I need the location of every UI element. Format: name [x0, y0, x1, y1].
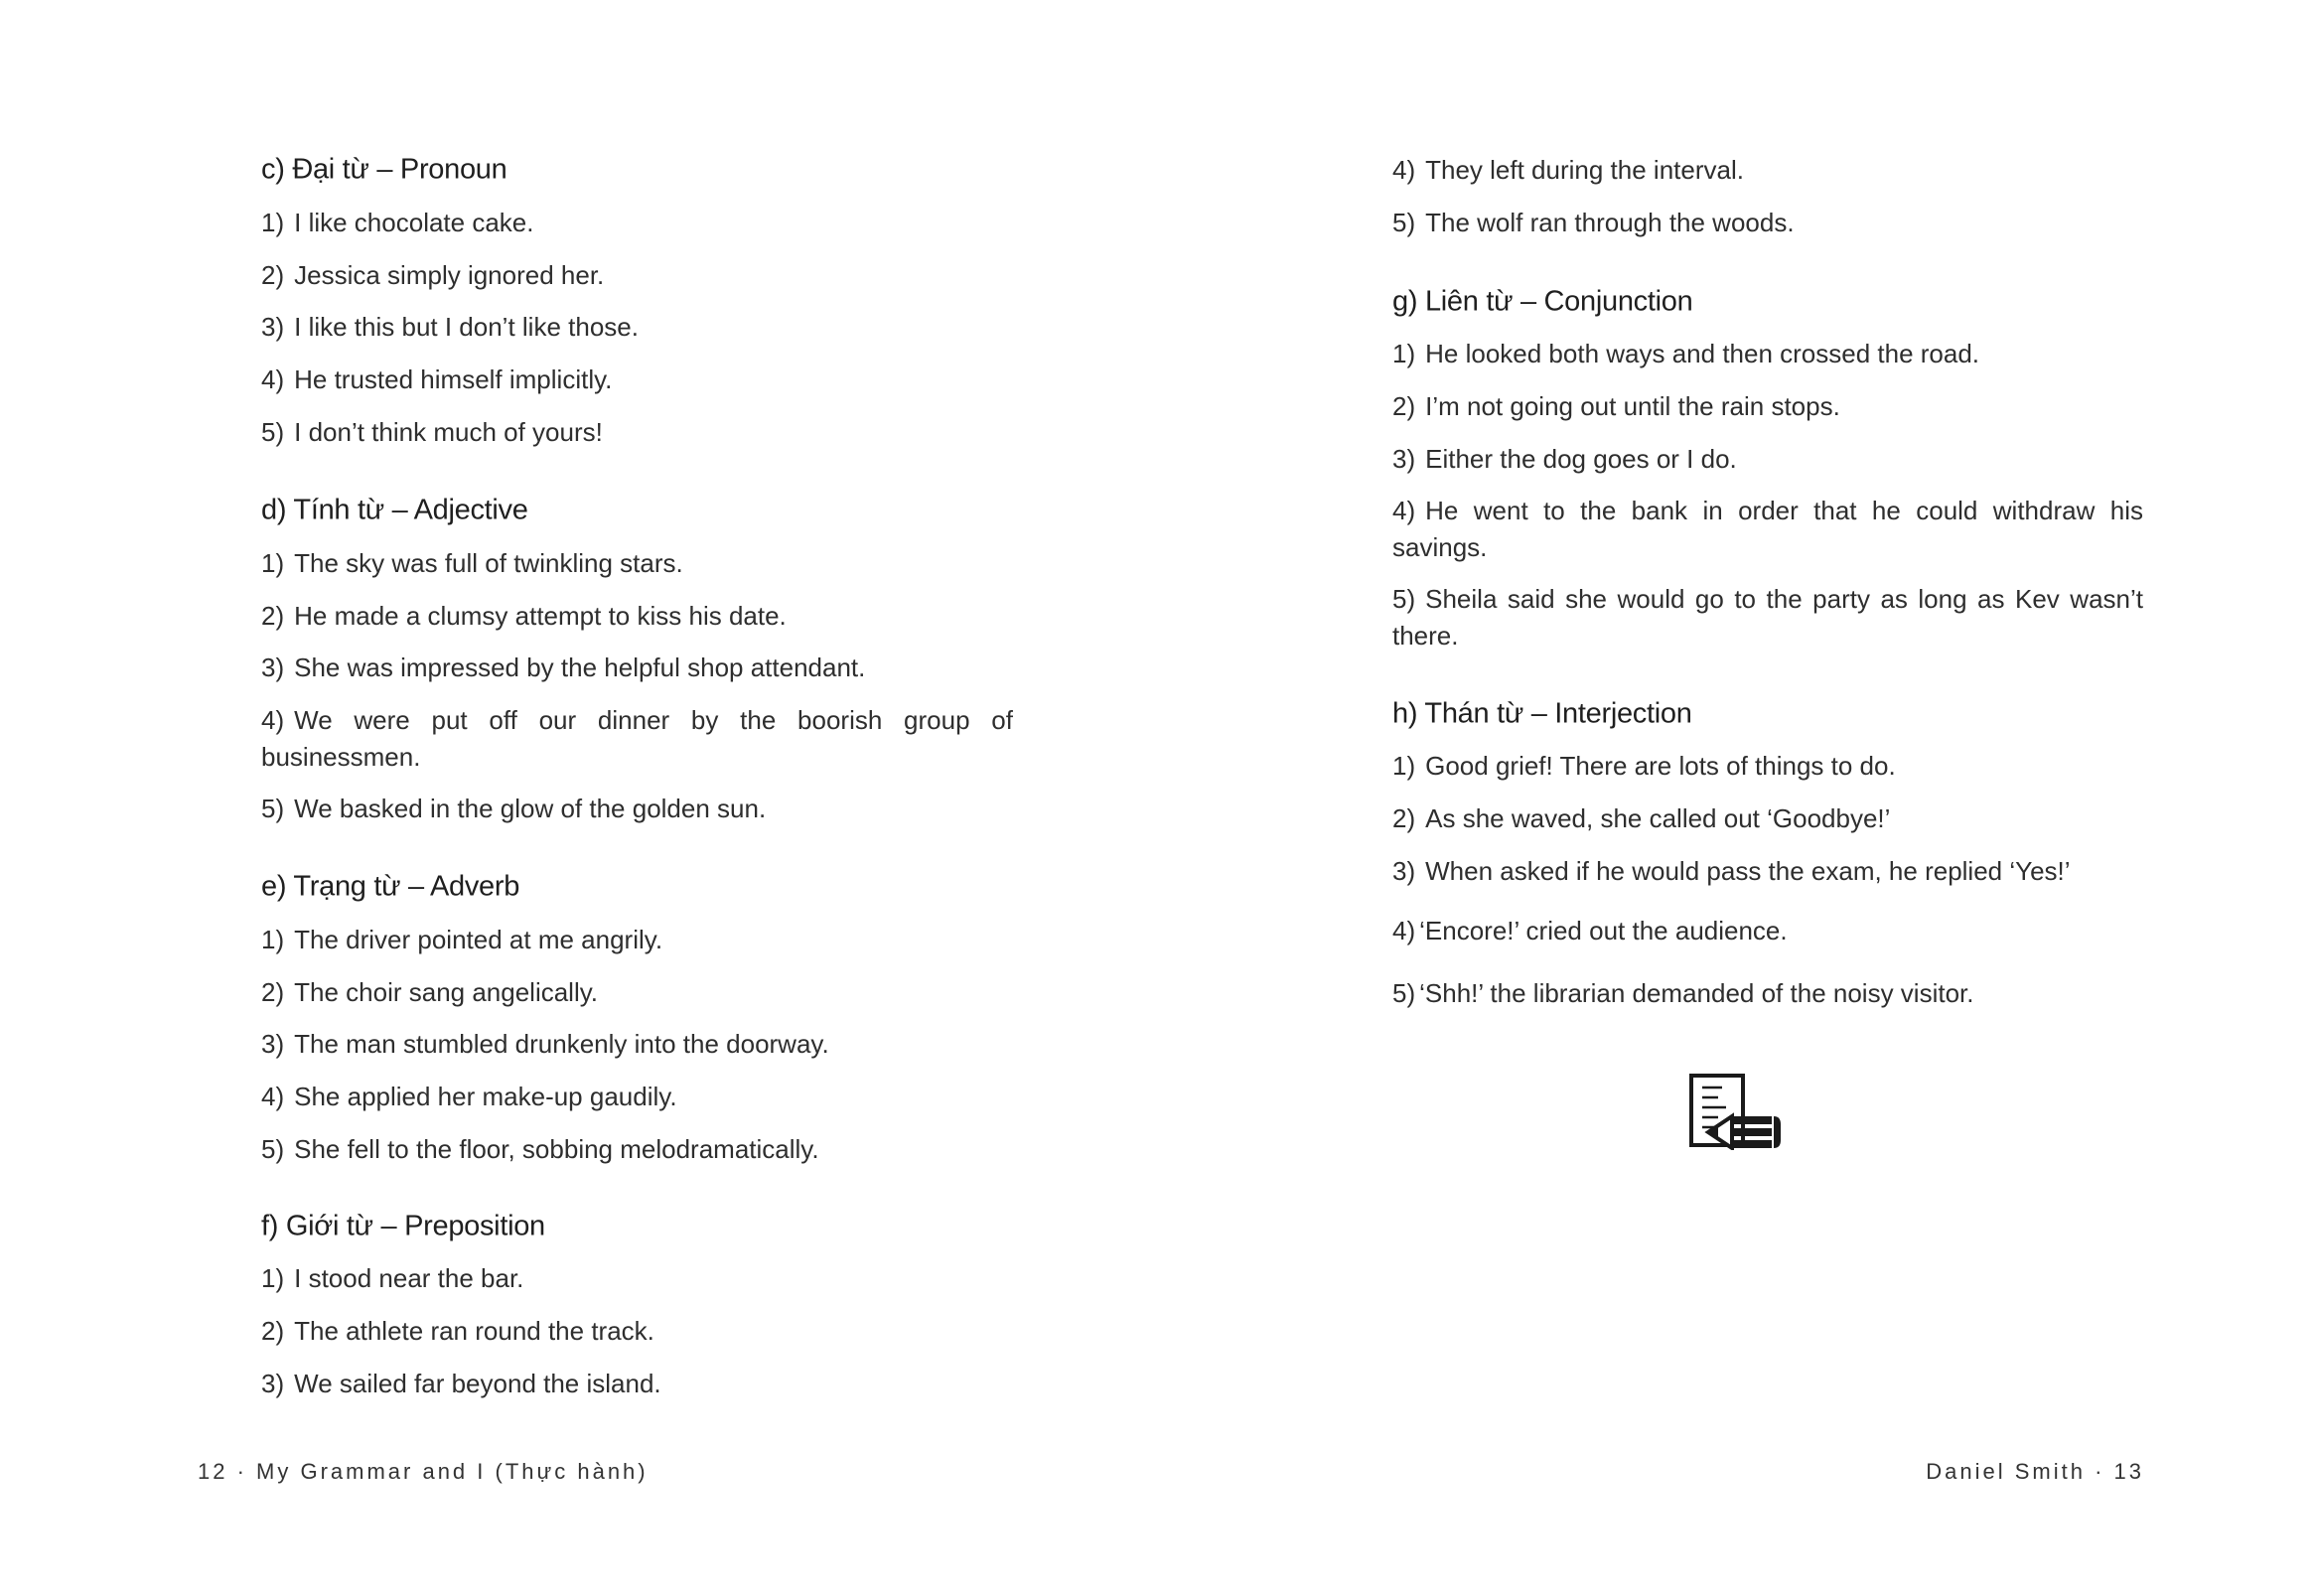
- item-text: Sheila said she would go to the party as long as Kev wasn’t there.: [1392, 584, 2143, 651]
- item-text: When asked if he would pass the exam, he replied ‘Yes!’: [1425, 856, 2071, 886]
- item-number: 1): [1392, 751, 1416, 781]
- list-item: [1392, 748, 2143, 785]
- list-item: [1392, 853, 2143, 890]
- list-item: [1392, 913, 2143, 949]
- section-heading-pronoun: c) Đại từ – Pronoun: [261, 153, 507, 186]
- list-item: [261, 702, 1013, 776]
- section-heading-conjunction: g) Liên từ – Conjunction: [1392, 285, 1693, 318]
- list-item: [1392, 336, 2143, 372]
- list-item: [1392, 388, 2143, 425]
- item-text: He made a clumsy attempt to kiss his date.: [294, 601, 787, 631]
- item-number: 2): [261, 601, 285, 631]
- list-item: [261, 362, 1013, 398]
- item-number: 4): [1392, 155, 1416, 185]
- item-text: We were put off our dinner by the boorish group of businessmen.: [261, 705, 1013, 772]
- item-number: 4): [1392, 916, 1416, 945]
- item-number: 4): [1392, 496, 1416, 525]
- list-item: [1392, 581, 2143, 654]
- item-number: 1): [261, 548, 285, 578]
- footer-left-page-number: 12 · My Grammar and I (Thực hành): [198, 1459, 649, 1484]
- item-number: 1): [1392, 339, 1416, 368]
- item-number: 4): [261, 705, 285, 735]
- item-number: 3): [261, 653, 285, 682]
- list-item: [1392, 493, 2143, 566]
- list-item: [261, 414, 1013, 451]
- item-text: The man stumbled drunkenly into the doorway.: [294, 1029, 829, 1059]
- item-number: 5): [1392, 978, 1416, 1008]
- list-item: [261, 1260, 1013, 1297]
- item-text: The choir sang angelically.: [294, 977, 599, 1007]
- item-number: 3): [261, 312, 285, 342]
- section-heading-preposition: f) Giới từ – Preposition: [261, 1210, 545, 1242]
- item-text: The driver pointed at me angrily.: [294, 925, 663, 954]
- list-item: [261, 1026, 1013, 1063]
- item-text: He looked both ways and then crossed the road.: [1425, 339, 1980, 368]
- list-item: [1392, 975, 2143, 1012]
- item-text: The wolf ran through the woods.: [1425, 208, 1795, 237]
- item-text: The athlete ran round the track.: [294, 1316, 654, 1346]
- item-text: She was impressed by the helpful shop attendant.: [294, 653, 866, 682]
- list-item: [261, 974, 1013, 1011]
- list-item: [261, 257, 1013, 294]
- item-text: I’m not going out until the rain stops.: [1425, 391, 1840, 421]
- item-text: As she waved, she called out ‘Goodbye!’: [1425, 803, 1891, 833]
- section-heading-interjection: h) Thán từ – Interjection: [1392, 697, 1692, 730]
- item-text: She fell to the floor, sobbing melodramatically.: [294, 1134, 819, 1164]
- item-text: I like chocolate cake.: [294, 208, 534, 237]
- list-item: [261, 545, 1013, 582]
- list-item: [1392, 800, 2143, 837]
- list-item: [1392, 441, 2143, 478]
- item-number: 1): [261, 1263, 285, 1293]
- item-text: I don’t think much of yours!: [294, 417, 603, 447]
- item-number: 2): [1392, 803, 1416, 833]
- item-text: ‘Encore!’ cried out the audience.: [1419, 916, 1788, 945]
- item-number: 5): [1392, 584, 1416, 614]
- item-number: 5): [261, 794, 285, 823]
- item-text: He trusted himself implicitly.: [294, 364, 613, 394]
- list-item: [1392, 205, 2143, 241]
- section-heading-adverb: e) Trạng từ – Adverb: [261, 870, 520, 903]
- item-text: Good grief! There are lots of things to do.: [1425, 751, 1896, 781]
- list-item: [261, 650, 1013, 686]
- item-number: 4): [261, 364, 285, 394]
- item-number: 4): [261, 1082, 285, 1111]
- item-text: The sky was full of twinkling stars.: [294, 548, 683, 578]
- item-text: He went to the bank in order that he could withdraw his savings.: [1392, 496, 2143, 562]
- footer-right-page-number: Daniel Smith · 13: [1926, 1459, 2144, 1484]
- item-text: They left during the interval.: [1425, 155, 1744, 185]
- item-number: 3): [1392, 856, 1416, 886]
- list-item: [261, 1079, 1013, 1115]
- item-number: 1): [261, 208, 285, 237]
- item-number: 1): [261, 925, 285, 954]
- document-pencil-icon: [1688, 1073, 1784, 1150]
- item-text: We basked in the glow of the golden sun.: [294, 794, 767, 823]
- list-item: [261, 791, 1013, 827]
- item-text: She applied her make-up gaudily.: [294, 1082, 677, 1111]
- item-text: We sailed far beyond the island.: [294, 1369, 661, 1398]
- item-number: 3): [261, 1029, 285, 1059]
- item-number: 5): [261, 417, 285, 447]
- item-number: 2): [261, 977, 285, 1007]
- item-number: 5): [1392, 208, 1416, 237]
- item-text: I like this but I don’t like those.: [294, 312, 639, 342]
- item-number: 2): [1392, 391, 1416, 421]
- list-item: [261, 1131, 1013, 1168]
- list-item: [1392, 152, 2143, 189]
- item-text: ‘Shh!’ the librarian demanded of the noisy visitor.: [1419, 978, 1974, 1008]
- item-text: I stood near the bar.: [294, 1263, 524, 1293]
- list-item: [261, 922, 1013, 958]
- item-number: 3): [261, 1369, 285, 1398]
- item-number: 5): [261, 1134, 285, 1164]
- item-number: 2): [261, 260, 285, 290]
- list-item: [261, 1313, 1013, 1350]
- item-text: Either the dog goes or I do.: [1425, 444, 1737, 474]
- list-item: [261, 598, 1013, 635]
- list-item: [261, 1366, 1013, 1402]
- item-number: 3): [1392, 444, 1416, 474]
- section-heading-adjective: d) Tính từ – Adjective: [261, 494, 528, 526]
- list-item: [261, 309, 1013, 346]
- list-item: [261, 205, 1013, 241]
- item-number: 2): [261, 1316, 285, 1346]
- item-text: Jessica simply ignored her.: [294, 260, 605, 290]
